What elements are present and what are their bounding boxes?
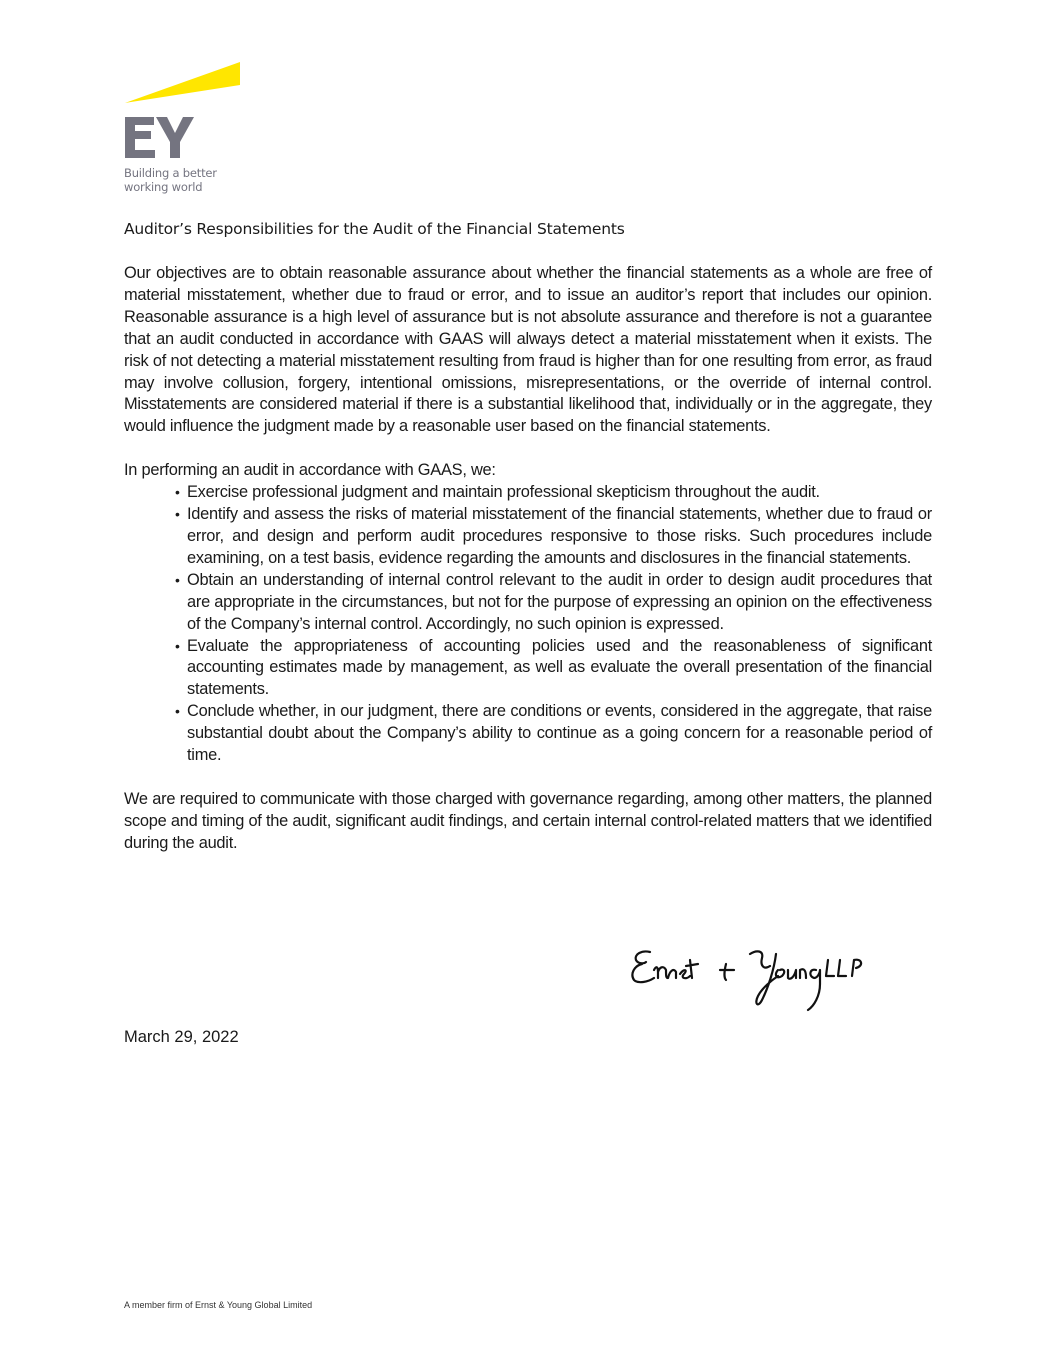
section-heading: Auditor’s Responsibilities for the Audit of the Financial Statements <box>124 220 625 238</box>
list-item <box>124 504 932 570</box>
bullet-icon: • <box>175 484 180 501</box>
list-item-text: Exercise professional judgment and maintain professional skepticism throughout the audit. <box>187 483 820 502</box>
report-date: March 29, 2022 <box>124 1028 239 1046</box>
bullet-icon: • <box>175 571 180 588</box>
bullet-icon: • <box>175 506 180 523</box>
tagline-line-2: working world <box>124 179 203 194</box>
signature <box>628 940 888 1015</box>
brand-tagline <box>124 167 217 194</box>
communication-paragraph: We are required to communicate with those charged with governance regarding, among other matters, the planned scope and timing of the audit, significant audit findings, and certain internal control-related matters that we identified during the audit. <box>124 789 932 852</box>
list-item <box>124 701 932 767</box>
responsibilities-list <box>124 482 932 767</box>
list-item-text: Evaluate the appropriateness of accounting policies used and the reasonableness of significant accounting estimates made by management, as well as evaluate the overall presentation of the financial statements. <box>187 636 932 699</box>
list-item-text: Conclude whether, in our judgment, there are conditions or events, considered in the aggregate, that raise substantial doubt about the Company’s ability to continue as a going concern for a reasonable period of time. <box>187 702 932 765</box>
bullet-icon: • <box>175 703 180 720</box>
list-item-text: Identify and assess the risks of material misstatement of the financial statements, whether due to fraud or error, and design and perform audit procedures responsive to those risks. Such procedures include examining, on a test basis, evidence regarding the amounts and disclosures in the financial statements. <box>187 505 932 567</box>
list-item-text: Obtain an understanding of internal control relevant to the audit in order to design audit procedures that are appropriate in the circumstances, but not for the purpose of expressing an opinion on the effectiveness of the Company’s internal control. Accordingly, no such opinion is expressed. <box>187 570 932 633</box>
gaas-intro: In performing an audit in accordance with GAAS, we: <box>124 461 496 480</box>
yellow-beam-icon <box>125 62 240 103</box>
tagline-line-1: Building a better <box>124 166 217 180</box>
document-body <box>124 219 932 855</box>
signature-icon <box>628 940 888 1015</box>
bullet-icon: • <box>175 637 180 654</box>
ey-logo-mark <box>120 55 250 165</box>
list-item <box>124 482 932 504</box>
footer-note: A member firm of Ernst & Young Global Limited <box>124 1300 313 1310</box>
list-item <box>124 570 932 636</box>
list-item <box>124 636 932 702</box>
ey-letters <box>125 117 194 158</box>
objectives-paragraph: Our objectives are to obtain reasonable assurance about whether the financial statements as a whole are free of material misstatement, whether due to fraud or error, and to issue an auditor’s report that includes our opinion. Reasonable assurance is a high level of assurance but is not absolute assurance and therefore is not a guarantee that an audit conducted in accordance with GAAS will always detect a material misstatement when it exists. The risk of not detecting a material misstatement resulting from fraud is higher than for one resulting from error, as fraud may involve collusion, forgery, intentional omissions, misrepresentations, or the override of internal control. Misstatements are considered material if there is a substantial likelihood that, individually or in the aggregate, they would influence the judgment made by a reasonable user based on the financial statements. <box>124 264 932 436</box>
